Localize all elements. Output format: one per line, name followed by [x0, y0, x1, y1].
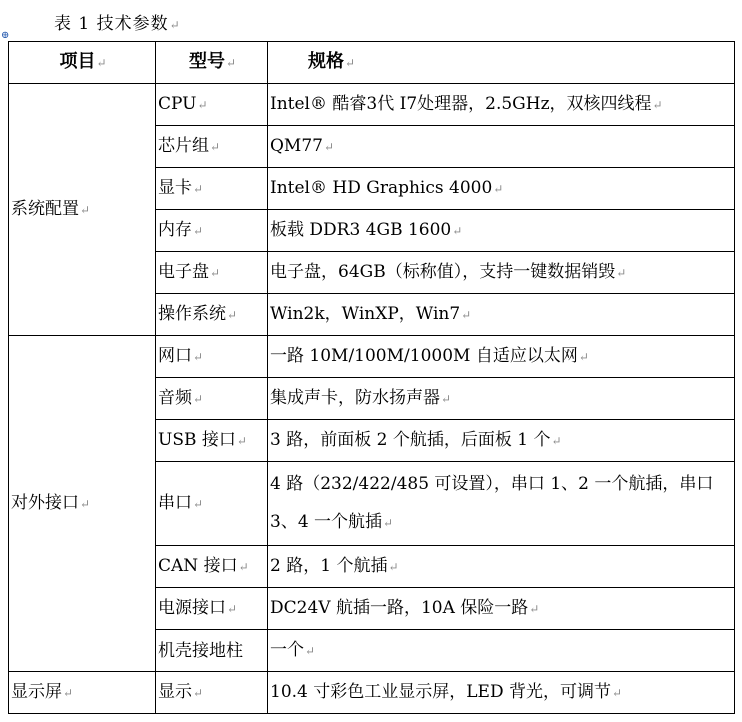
row-spec: Win2k，WinXP，Win7↵	[268, 294, 735, 336]
row-label: 音频↵	[156, 378, 268, 420]
row-label: CPU↵	[156, 84, 268, 126]
table-caption-text: 表 1 技术参数	[54, 14, 169, 34]
row-spec: 电子盘，64GB（标称值），支持一键数据销毁↵	[268, 252, 735, 294]
table-row	[9, 84, 735, 126]
table-header-row	[9, 42, 735, 84]
header-item: 项目↵	[9, 42, 156, 84]
row-spec: 集成声卡，防水扬声器↵	[268, 378, 735, 420]
row-spec: 一路 10M/100M/1000M 自适应以太网↵	[268, 336, 735, 378]
table-caption	[54, 9, 181, 34]
row-spec: 10.4 寸彩色工业显示屏，LED 背光，可调节↵	[268, 672, 735, 714]
row-label: 内存↵	[156, 210, 268, 252]
group-display: 显示屏↵	[9, 672, 156, 714]
spec-table	[8, 41, 735, 714]
table-move-handle-icon[interactable]: ⊕	[1, 30, 10, 41]
row-label: USB 接口↵	[156, 420, 268, 462]
row-label: 显卡↵	[156, 168, 268, 210]
row-label: 电子盘↵	[156, 252, 268, 294]
row-label: 串口↵	[156, 462, 268, 546]
header-spec: 规格↵	[268, 42, 735, 84]
row-spec: 2 路，1 个航插↵	[268, 546, 735, 588]
table-row	[9, 672, 735, 714]
row-spec: DC24V 航插一路，10A 保险一路↵	[268, 588, 735, 630]
row-label: 芯片组↵	[156, 126, 268, 168]
row-spec: 板载 DDR3 4GB 1600↵	[268, 210, 735, 252]
group-interface: 对外接口↵	[9, 336, 156, 672]
row-label: CAN 接口↵	[156, 546, 268, 588]
row-spec: 3 路，前面板 2 个航插，后面板 1 个↵	[268, 420, 735, 462]
row-spec: Intel® 酷睿3代 I7处理器，2.5GHz，双核四线程↵	[268, 84, 735, 126]
header-model: 型号↵	[156, 42, 268, 84]
row-label: 机壳接地柱	[156, 630, 268, 672]
row-label: 操作系统↵	[156, 294, 268, 336]
row-spec: Intel® HD Graphics 4000↵	[268, 168, 735, 210]
row-spec: 一个↵	[268, 630, 735, 672]
row-label: 显示↵	[156, 672, 268, 714]
row-spec: 4 路（232/422/485 可设置），串口 1、2 一个航插，串口 3、4 一个航插↵	[268, 462, 735, 546]
table-row	[9, 336, 735, 378]
row-label: 电源接口↵	[156, 588, 268, 630]
row-spec: QM77↵	[268, 126, 735, 168]
paragraph-mark-icon: ↵	[169, 18, 181, 32]
group-system: 系统配置↵	[9, 84, 156, 336]
row-label: 网口↵	[156, 336, 268, 378]
